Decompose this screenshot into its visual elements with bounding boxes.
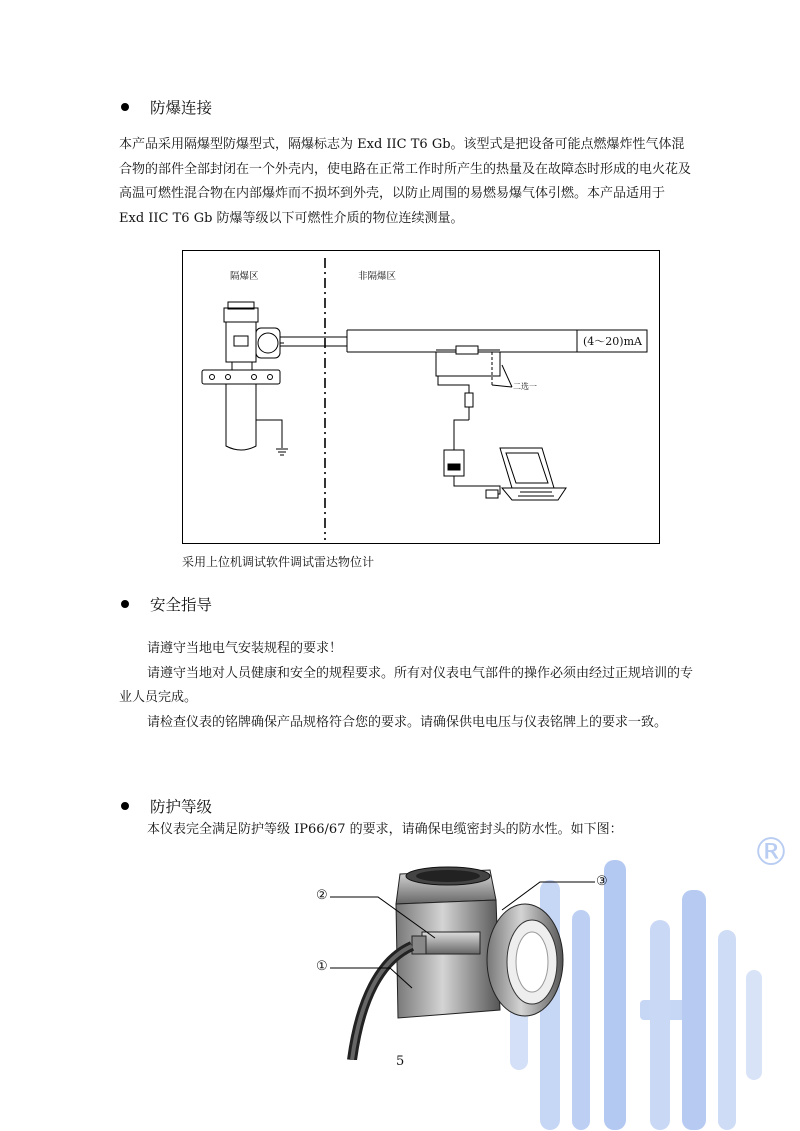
bullet-icon (121, 802, 129, 810)
section-title-protection: 防护等级 (150, 798, 213, 816)
safety-paragraphs (119, 637, 694, 735)
bullet-icon (121, 103, 129, 111)
protection-paragraph (119, 818, 694, 843)
radar-gauge-icon (202, 302, 288, 455)
zone-hazard-label: 隔爆区 (230, 271, 259, 282)
safety-line: 请遵守当地对人员健康和安全的规程要求。所有对仪表电气部件的操作必须由经过正规培训的专业人员完成。 (119, 665, 694, 705)
choose-one-label: 二选一 (513, 382, 537, 391)
explosion-paragraph (119, 133, 694, 231)
section-title-safety: 安全指导 (150, 596, 213, 614)
protection-text: 本仪表完全满足防护等级 IP66/67 的要求，请确保电缆密封头的防水性。如下图： (147, 822, 623, 837)
wiring-diagram (182, 250, 660, 544)
callout-2: ② (316, 888, 328, 903)
callout-3: ③ (596, 874, 608, 889)
safety-line: 请检查仪表的铭牌确保产品规格符合您的要求。请确保供电电压与仪表铭牌上的要求一致。 (147, 714, 668, 730)
diagram-caption: 采用上位机调试软件调试雷达物位计 (182, 555, 375, 569)
callout-1: ① (316, 959, 328, 974)
registered-mark-icon: ® (752, 830, 790, 874)
section-title-explosion: 防爆连接 (150, 99, 213, 117)
safety-line: 请遵守当地电气安装规程的要求！ (147, 641, 343, 656)
cable-gland-diagram (300, 860, 620, 1060)
zone-safe-label: 非隔爆区 (358, 271, 397, 282)
explosion-text: 本产品采用隔爆型防爆型式，隔爆标志为 Exd IIC T6 Gb。该型式是把设备可能点燃爆炸性气体混合物的部件全部封闭在一个外壳内，使电路在正常工作时所产生的热量及在故障态时形成的电火花及高温可燃性混合物在内部爆炸而不损坏到外壳，以防止周围的易燃易爆气体引燃。本产品适用于 Exd IIC T6 Gb 防爆等级以下可燃性介质的物位连续测量。 (119, 137, 692, 226)
page-number: 5 (396, 1054, 405, 1069)
laptop-icon (500, 448, 566, 500)
usb-converter-icon (444, 450, 464, 476)
signal-label: (4～20)mA (583, 335, 642, 348)
wiring-diagram-svg (182, 250, 660, 544)
bullet-icon (121, 600, 129, 608)
cable-gland-svg (300, 860, 620, 1060)
